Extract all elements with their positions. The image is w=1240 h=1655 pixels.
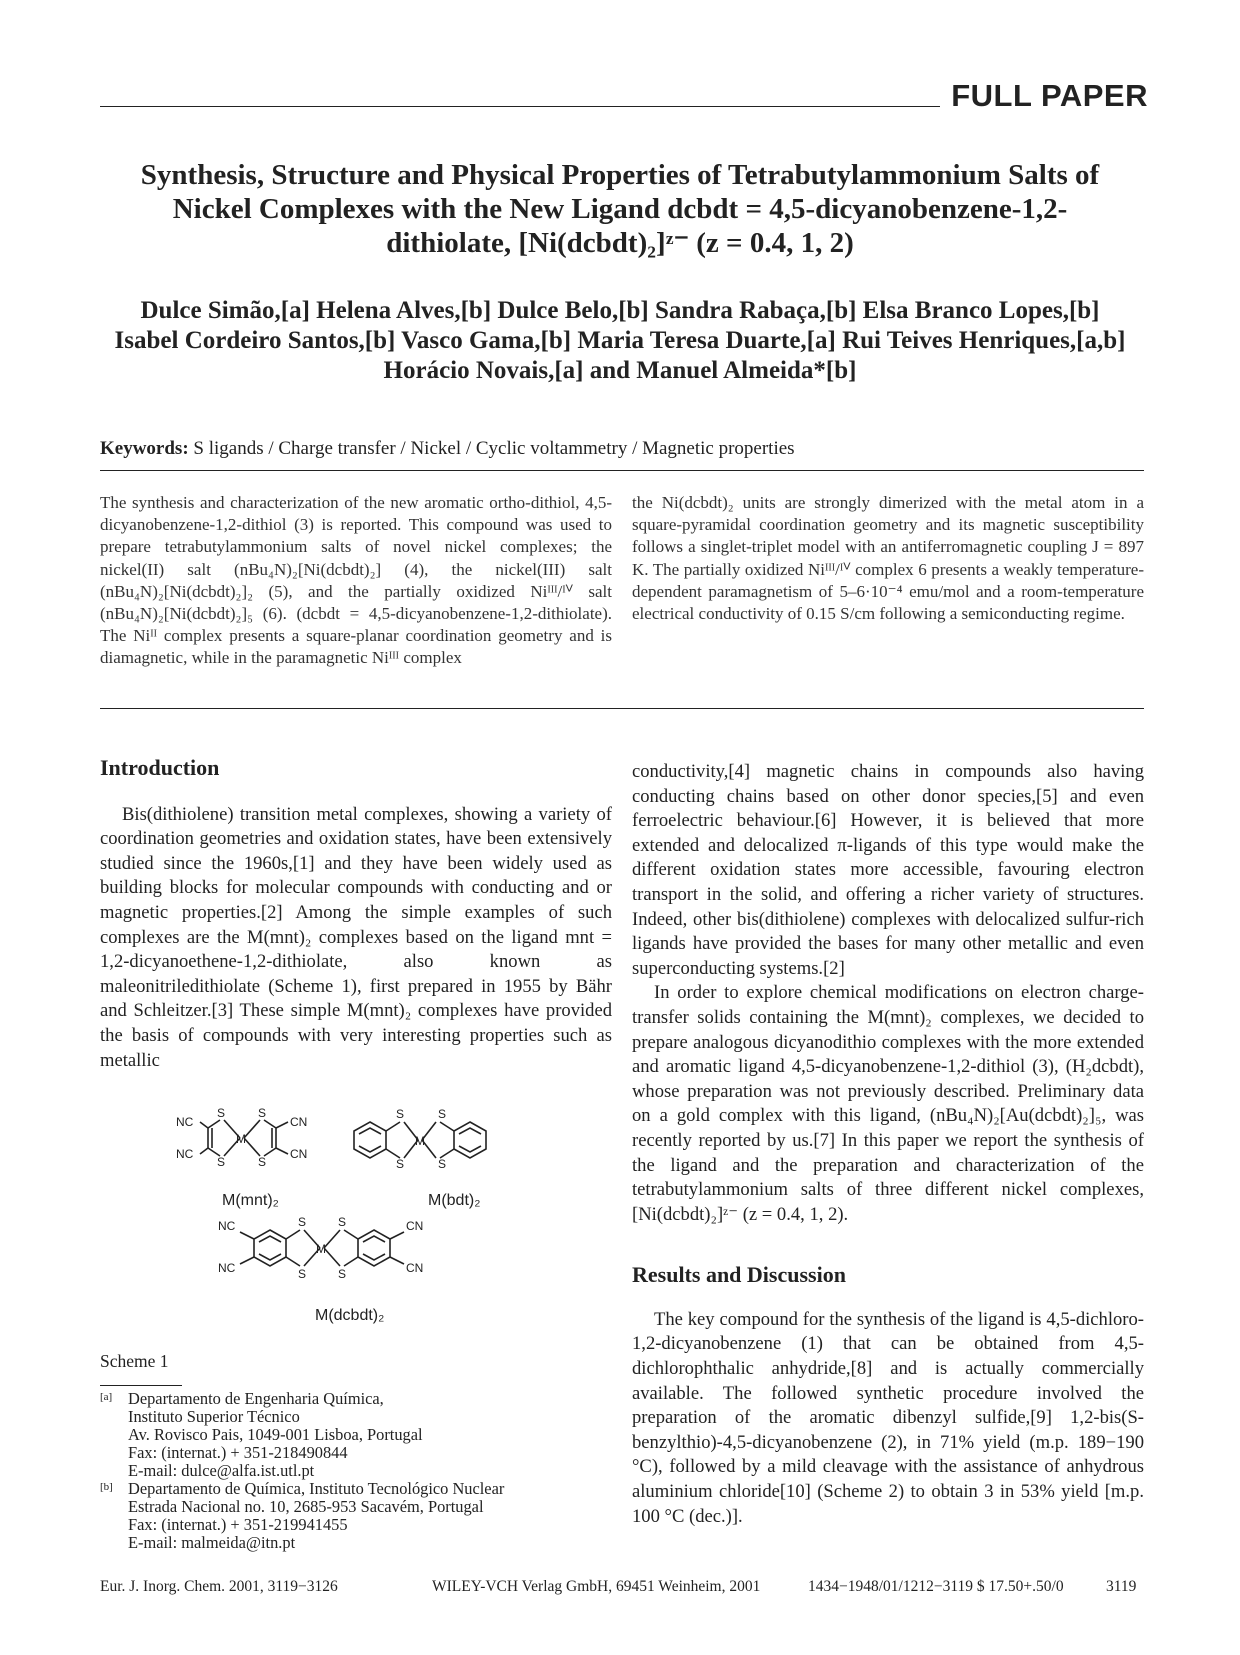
footer-issn: 1434−1948/01/1212−3119 $ 17.50+.50/0 <box>808 1578 1064 1595</box>
atom-nc: NC <box>176 1147 194 1161</box>
atom-s: S <box>338 1215 347 1229</box>
label-mnt: M(mnt)₂ <box>222 1192 279 1209</box>
abstract-left-text: The synthesis and characterization of the new aromatic ortho-dithiol, 4,5-dicyanobenzene-1,2-dithiol (3) is reported. This compound was used to prepare tetrabutylammonium salts of novel nickel complexes; the nickel(II) salt (nBu₄N)₂[Ni(dcbdt)₂] (4), the nickel(III) salt (nBu₄N)₂[Ni(dcbdt)₂]₂ (5), and the partially oxidized Niᴵᴵᴵ/ᴵⱽ salt (nBu₄N)₂[Ni(dcbdt)₂]₅ (6). (dcbdt = 4,5-dicyanobenzene-1,2-dithiolate). The Niᴵᴵ complex presents a square-planar coordination geometry and is diamagnetic, while in the paramagnetic Niᴵᴵᴵ complex <box>100 493 612 668</box>
atom-cn: CN <box>290 1147 308 1161</box>
affiliation-mark: [a] <box>100 1391 113 1403</box>
right-column <box>632 760 1144 1529</box>
abstract-top-rule <box>100 470 1144 471</box>
affiliation-line: E-mail: dulce@alfa.ist.utl.pt <box>128 1461 315 1480</box>
atom-m: M <box>236 1132 246 1146</box>
header-label: FULL PAPER <box>951 78 1148 113</box>
affiliation-line: Estrada Nacional no. 10, 2685-953 Sacavém, Portugal <box>128 1497 484 1516</box>
abstract-left <box>100 492 612 670</box>
footnote-rule <box>100 1385 182 1386</box>
atom-cn: CN <box>406 1219 424 1233</box>
right-paragraph-1: conductivity,[4] magnetic chains in compounds also having conducting chains based on other donor species,[5] and even ferroelectric behaviour.[6] However, it is believed that more extended and delocalized π-ligands of this type would make the different oxidation states more accessible, favouring electron transport in the solid, and offering a richer variety of structures. Indeed, other bis(dithiolene) complexes with delocalized sulfur-rich ligands have provided the bases for many other metallic and even superconducting systems.[2] <box>632 761 1144 979</box>
header-rule <box>100 106 940 107</box>
affiliation-mark: [b] <box>100 1481 113 1493</box>
introduction-heading: Introduction <box>100 755 220 780</box>
footer-page-number: 3119 <box>1106 1578 1137 1595</box>
authors-line-2: Isabel Cordeiro Santos,[b] Vasco Gama,[b] Maria Teresa Duarte,[a] Rui Teives Henriques,[a,b] <box>114 327 1126 354</box>
keywords-text: S ligands / Charge transfer / Nickel / Cyclic voltammetry / Magnetic properties <box>193 438 795 459</box>
affiliation-a <box>100 1390 620 1480</box>
authors-line-3: Horácio Novais,[a] and Manuel Almeida*[b] <box>383 357 857 384</box>
affiliation-b <box>100 1480 620 1552</box>
footer-journal: Eur. J. Inorg. Chem. 2001, 3119−3126 <box>100 1578 338 1595</box>
atom-nc: NC <box>176 1115 194 1129</box>
atom-s: S <box>438 1107 447 1121</box>
atom-s: S <box>338 1267 347 1281</box>
atom-s: S <box>298 1267 307 1281</box>
atom-s: S <box>396 1157 405 1171</box>
title-line-3: dithiolate, [Ni(dcbdt)₂]ᶻ⁻ (z = 0.4, 1, 2) <box>386 227 854 259</box>
atom-m: M <box>415 1134 425 1148</box>
introduction-paragraph: Bis(dithiolene) transition metal complexes, showing a variety of coordination geometries and oxidation states, have been extensively studied since the 1960s,[1] and they have been widely used as building blocks for molecular compounds with conducting and or magnetic properties.[2] Among the simple examples of such complexes are the M(mnt)₂ complexes based on the ligand mnt = 1,2-dicyanoethene-1,2-dithiolate, also known as maleonitriledithiolate (Scheme 1), first prepared in 1955 by Bähr and Schleitzer.[3] These simple M(mnt)₂ complexes have provided the basis of compounds with very interesting properties such as metallic <box>100 803 612 1071</box>
results-paragraph: The key compound for the synthesis of the ligand is 4,5-dichloro-1,2-dicyanobenzene (1) that can be obtained from 4,5-dichlorophthalic anhydride,[8] and is actually commercially available. The followed synthetic procedure involved the preparation of the aromatic dibenzyl sulfide,[9] 1,2-bis(S-benzylthio)-4,5-dicyanobenzene (2), in 71% yield (m.p. 189−190 °C), followed by a mild cleavage with the assistance of anhydrous aluminium chloride[10] (Scheme 2) to obtain 3 in 53% yield [m.p. 100 °C (dec.)]. <box>632 1308 1144 1527</box>
atom-s: S <box>217 1106 226 1120</box>
affiliation-line: Departamento de Engenharia Química, <box>128 1389 384 1408</box>
scheme-1-structures <box>160 1100 580 1330</box>
paper-title <box>100 158 1140 260</box>
atom-s: S <box>298 1215 307 1229</box>
affiliations <box>100 1390 620 1552</box>
atom-cn: CN <box>406 1261 424 1275</box>
results-heading: Results and Discussion <box>632 1262 846 1288</box>
footer-publisher: WILEY-VCH Verlag GmbH, 69451 Weinheim, 2001 <box>432 1578 761 1595</box>
atom-cn: CN <box>290 1115 308 1129</box>
affiliation-line: Fax: (internat.) + 351-218490844 <box>128 1443 348 1462</box>
affiliation-line: E-mail: malmeida@itn.pt <box>128 1533 296 1552</box>
introduction-section <box>100 756 612 1073</box>
author-list <box>100 296 1140 386</box>
authors-line-1: Dulce Simão,[a] Helena Alves,[b] Dulce Belo,[b] Sandra Rabaça,[b] Elsa Branco Lopes,[b] <box>140 297 1100 324</box>
scheme-caption: Scheme 1 <box>100 1351 169 1371</box>
abstract-bottom-rule <box>100 708 1144 709</box>
title-line-2: Nickel Complexes with the New Ligand dcbdt = 4,5-dicyanobenzene-1,2- <box>172 193 1068 225</box>
keywords <box>100 438 795 460</box>
affiliation-line: Fax: (internat.) + 351-219941455 <box>128 1515 348 1534</box>
abstract-right <box>632 492 1144 625</box>
affiliation-line: Av. Rovisco Pais, 1049-001 Lisboa, Portugal <box>128 1425 423 1444</box>
atom-s: S <box>258 1106 267 1120</box>
label-dcbdt: M(dcbdt)₂ <box>315 1307 385 1324</box>
atom-s: S <box>217 1155 226 1169</box>
affiliation-line: Departamento de Química, Instituto Tecnológico Nuclear <box>128 1479 505 1498</box>
atom-nc: NC <box>218 1261 236 1275</box>
atom-nc: NC <box>218 1219 236 1233</box>
abstract-right-text: the Ni(dcbdt)₂ units are strongly dimerized with the metal atom in a square-pyramidal coordination geometry and its magnetic susceptibility follows a singlet-triplet model with an antiferromagnetic coupling J = 897 K. The partially oxidized Niᴵᴵᴵ/ᴵⱽ complex 6 presents a weakly temperature-dependent paramagnetism of 5–6·10⁻⁴ emu/mol and a room-temperature electrical conductivity of 0.15 S/cm following a semiconducting regime. <box>632 493 1144 624</box>
title-line-1: Synthesis, Structure and Physical Properties of Tetrabutylammonium Salts of <box>140 159 1100 191</box>
keywords-label: Keywords: <box>100 438 189 459</box>
atom-s: S <box>396 1107 405 1121</box>
atom-s: S <box>438 1157 447 1171</box>
atom-m: M <box>316 1242 326 1256</box>
label-bdt: M(bdt)₂ <box>428 1192 481 1209</box>
right-paragraph-2: In order to explore chemical modifications on electron charge-transfer solids containing the M(mnt)₂ complexes, we decided to prepare analogous dicyanodithio complexes with the more extended and aromatic ligand 4,5-dicyanobenzene-1,2-dithiol (3), (H₂dcbdt), whose preparation was not previously described. Preliminary data on a gold complex with this ligand, (nBu₄N)₂[Au(dcbdt)₂]₅, was recently reported by us.[7] In this paper we report the synthesis of the ligand and the preparation and characterization of the tetrabutylammonium salts of three different nickel complexes, [Ni(dcbdt)₂]ᶻ⁻ (z = 0.4, 1, 2). <box>632 982 1144 1225</box>
atom-s: S <box>258 1155 267 1169</box>
affiliation-line: Instituto Superior Técnico <box>128 1407 300 1426</box>
